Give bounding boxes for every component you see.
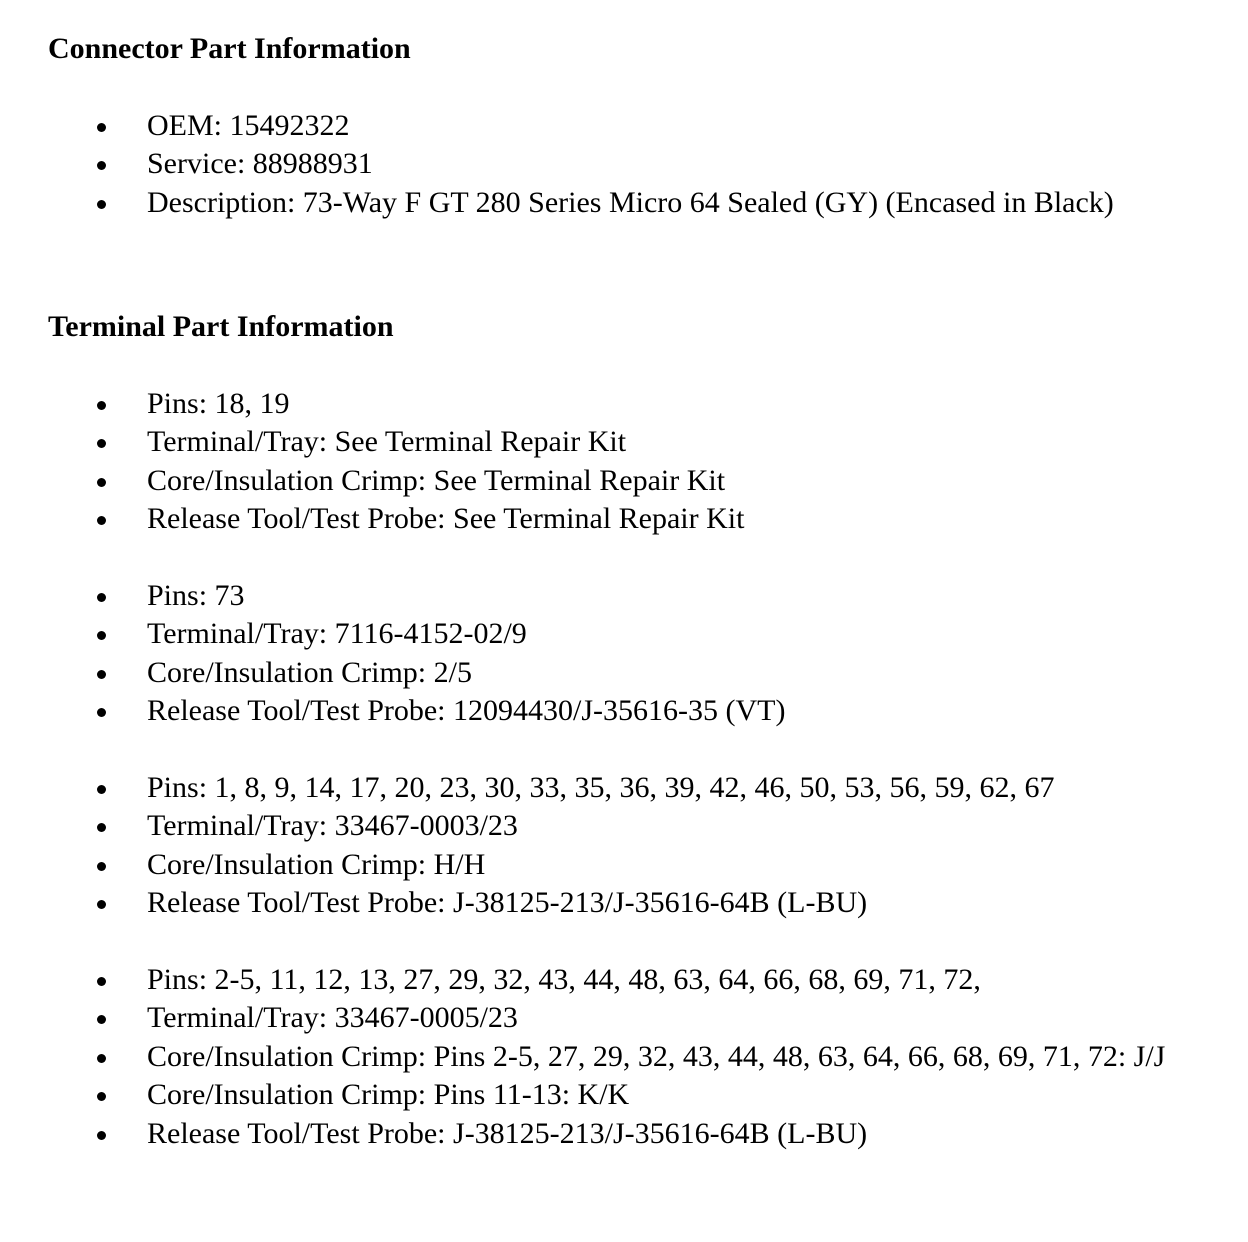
list-item-text: Description: 73-Way F GT 280 Series Micro 64 Sealed (GY) (Encased in Black) (147, 185, 1114, 219)
list-item (0, 807, 1248, 845)
list-item-text: OEM: 15492322 (147, 109, 350, 142)
list-item-text: Core/Insulation Crimp: Pins 11-13: K/K (147, 1078, 630, 1112)
bullet-icon (97, 1015, 106, 1024)
list-item-text: Terminal/Tray: 33467-0003/23 (147, 809, 518, 843)
list-item (0, 846, 1248, 884)
list-item (0, 615, 1248, 653)
list-item (0, 423, 1248, 461)
bullet-icon (97, 161, 106, 170)
list-item-text: Pins: 73 (147, 579, 245, 612)
list-item-text: Release Tool/Test Probe: J-38125-213/J-35616-64B (L-BU) (147, 886, 868, 920)
list-item-text: Core/Insulation Crimp: 2/5 (147, 655, 472, 689)
list-item (0, 184, 1248, 222)
list-item-text: Terminal/Tray: 33467-0005/23 (147, 1001, 518, 1035)
list-item-text: Pins: 18, 19 (147, 387, 290, 420)
bullet-icon (97, 478, 106, 487)
list-item (0, 1115, 1248, 1153)
list-item-text: Core/Insulation Crimp: See Terminal Repair Kit (147, 463, 726, 497)
bullet-icon (97, 123, 106, 132)
list-item (0, 1038, 1248, 1076)
bullet-icon (97, 1131, 106, 1140)
list-item (0, 577, 1248, 615)
bullet-icon (97, 1092, 106, 1101)
bullet-icon (97, 516, 106, 525)
list-item-text: Release Tool/Test Probe: 12094430/J-35616-35 (VT) (147, 694, 786, 728)
terminal-group-1-list (0, 385, 1248, 539)
connector-part-heading: Connector Part Information (48, 32, 411, 65)
bullet-icon (97, 200, 106, 209)
list-item-text: Core/Insulation Crimp: H/H (147, 847, 486, 881)
bullet-icon (97, 593, 106, 602)
bullet-icon (97, 631, 106, 640)
terminal-group-4-list (0, 961, 1248, 1153)
connector-info-list (0, 107, 1248, 222)
list-item-text: Release Tool/Test Probe: See Terminal Repair Kit (147, 502, 745, 536)
list-item-text: Pins: 1, 8, 9, 14, 17, 20, 23, 30, 33, 35, 36, 39, 42, 46, 50, 53, 56, 59, 62, 67 (147, 771, 1055, 804)
list-item (0, 961, 1248, 999)
list-item-text: Terminal/Tray: See Terminal Repair Kit (147, 425, 627, 459)
list-item-text: Terminal/Tray: 7116-4152-02/9 (147, 617, 527, 651)
terminal-part-heading: Terminal Part Information (48, 310, 394, 343)
list-item (0, 769, 1248, 807)
list-item (0, 107, 1248, 145)
list-item (0, 385, 1248, 423)
terminal-group-2-list (0, 577, 1248, 731)
bullet-icon (97, 401, 106, 410)
list-item (0, 1076, 1248, 1114)
list-item (0, 500, 1248, 538)
bullet-icon (97, 439, 106, 448)
bullet-icon (97, 785, 106, 794)
list-item-text: Pins: 2-5, 11, 12, 13, 27, 29, 32, 43, 44, 48, 63, 64, 66, 68, 69, 71, 72, (147, 963, 981, 996)
list-item (0, 999, 1248, 1037)
list-item (0, 654, 1248, 692)
bullet-icon (97, 900, 106, 909)
list-item (0, 692, 1248, 730)
bullet-icon (97, 977, 106, 986)
list-item (0, 462, 1248, 500)
list-item-text: Service: 88988931 (147, 147, 373, 181)
list-item (0, 145, 1248, 183)
bullet-icon (97, 1054, 106, 1063)
terminal-group-3-list (0, 769, 1248, 923)
bullet-icon (97, 708, 106, 717)
list-item (0, 884, 1248, 922)
bullet-icon (97, 862, 106, 871)
list-item-text: Release Tool/Test Probe: J-38125-213/J-35616-64B (L-BU) (147, 1116, 868, 1150)
list-item-text: Core/Insulation Crimp: Pins 2-5, 27, 29, 32, 43, 44, 48, 63, 64, 66, 68, 69, 71, 72: J/J (147, 1039, 1166, 1073)
bullet-icon (97, 670, 106, 679)
bullet-icon (97, 823, 106, 832)
